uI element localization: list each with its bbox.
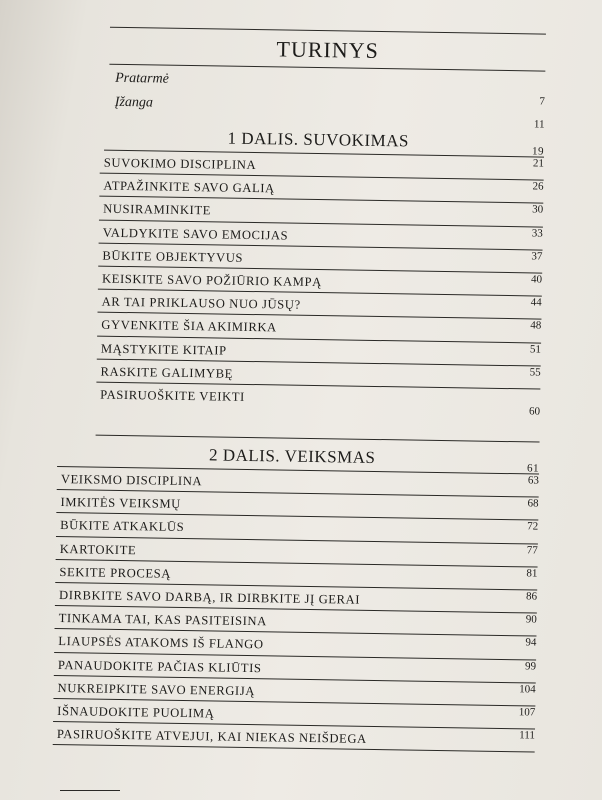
entry-page: 81 bbox=[526, 567, 538, 580]
entry-page: 55 bbox=[529, 366, 541, 379]
entry-page: 111 bbox=[519, 729, 536, 742]
entry-page: 77 bbox=[526, 543, 538, 557]
entry-label: GYVENKITE ŠIA AKIMIRKA bbox=[101, 317, 277, 335]
entry-label: TINKAMA TAI, KAS PASITEISINA bbox=[58, 611, 268, 629]
bottom-rule bbox=[60, 790, 120, 791]
entry-label: BŪKITE OBJEKTYVUS bbox=[102, 248, 244, 265]
entry-page: 107 bbox=[518, 706, 536, 719]
entry-label: IMKITĖS VEIKSMŲ bbox=[60, 495, 181, 512]
entry-label: AR TAI PRIKLAUSO NUO JŪSŲ? bbox=[101, 294, 301, 312]
entry-label: DIRBKITE SAVO DARBĄ, IR DIRBKITE JĮ GERAI bbox=[58, 588, 361, 607]
part-page: 61 bbox=[527, 462, 540, 475]
entry-label: KEISKITE SAVO POŽIŪRIO KAMPĄ bbox=[101, 271, 322, 290]
entry-label: LIAUPSĖS ATAKOMS IŠ FLANGO bbox=[58, 634, 264, 652]
entry-label: RASKITE GALIMYBĘ bbox=[100, 364, 234, 381]
toc-title: TURINYS bbox=[109, 27, 546, 72]
entry-page: 94 bbox=[525, 636, 537, 649]
entry-page: 37 bbox=[531, 250, 543, 263]
part-title: 1 DALIS. SUVOKIMAS bbox=[227, 128, 410, 151]
entry-page: 30 bbox=[532, 203, 544, 216]
entry-label: IŠNAUDOKITE PUOLIMĄ bbox=[57, 703, 215, 721]
entry-label: PASIRUOŠKITE VEIKTI bbox=[100, 387, 246, 404]
entry-page: 86 bbox=[526, 590, 538, 603]
entry-page: 21 bbox=[532, 157, 544, 170]
entry-page: 44 bbox=[530, 296, 542, 309]
part-page: 19 bbox=[531, 145, 545, 158]
entry-label: SEKITE PROCESĄ bbox=[59, 564, 172, 581]
entry-label: PASIRUOŠKITE ATVEJUI, KAI NIEKAS NEIŠDEGA bbox=[56, 727, 367, 746]
entry-label: ATPAŽINKITE SAVO GALIĄ bbox=[103, 178, 275, 196]
entry-label: MĄSTYKITE KITAIP bbox=[100, 341, 227, 358]
entry-page: 72 bbox=[527, 520, 539, 533]
entry-label: PANAUDOKITE PAČIAS KLIŪTIS bbox=[57, 657, 262, 675]
entry-page: 33 bbox=[531, 226, 543, 240]
entry-label: SUVOKIMO DISCIPLINA bbox=[103, 155, 257, 173]
entry-page: 7 bbox=[539, 95, 545, 108]
intro-section bbox=[114, 65, 545, 130]
entry-page: 60 bbox=[528, 405, 541, 418]
part-title: 2 DALIS. VEIKSMAS bbox=[208, 445, 376, 468]
entry-page: 63 bbox=[527, 474, 540, 487]
entry-label: KARTOKITE bbox=[59, 541, 137, 557]
entry-page: 11 bbox=[533, 118, 545, 131]
entry-page: 99 bbox=[524, 659, 537, 673]
entry-page: 48 bbox=[530, 319, 542, 332]
entry-page: 40 bbox=[530, 273, 543, 286]
toc-entry-introduction bbox=[114, 94, 545, 131]
chapter-list-part-2 bbox=[53, 467, 539, 753]
entry-label: NUKREIPKITE SAVO ENERGIJĄ bbox=[57, 680, 256, 698]
entry-label: Įžanga bbox=[114, 94, 154, 111]
table-of-contents bbox=[51, 26, 546, 753]
entry-page: 104 bbox=[519, 683, 536, 696]
entry-page: 51 bbox=[529, 342, 542, 356]
entry-page: 68 bbox=[527, 497, 539, 510]
entry-label: Pratarmė bbox=[115, 70, 169, 87]
chapter-list-part-1 bbox=[96, 151, 544, 418]
entry-page: 90 bbox=[525, 613, 537, 626]
entry-label: VALDYKITE SAVO EMOCIJAS bbox=[102, 225, 289, 243]
entry-label: NUSIRAMINKITE bbox=[103, 202, 212, 218]
entry-label: VEIKSMO DISCIPLINA bbox=[60, 472, 203, 489]
entry-label: BŪKITE ATKAKLŪS bbox=[60, 518, 185, 535]
entry-page: 26 bbox=[532, 180, 544, 193]
